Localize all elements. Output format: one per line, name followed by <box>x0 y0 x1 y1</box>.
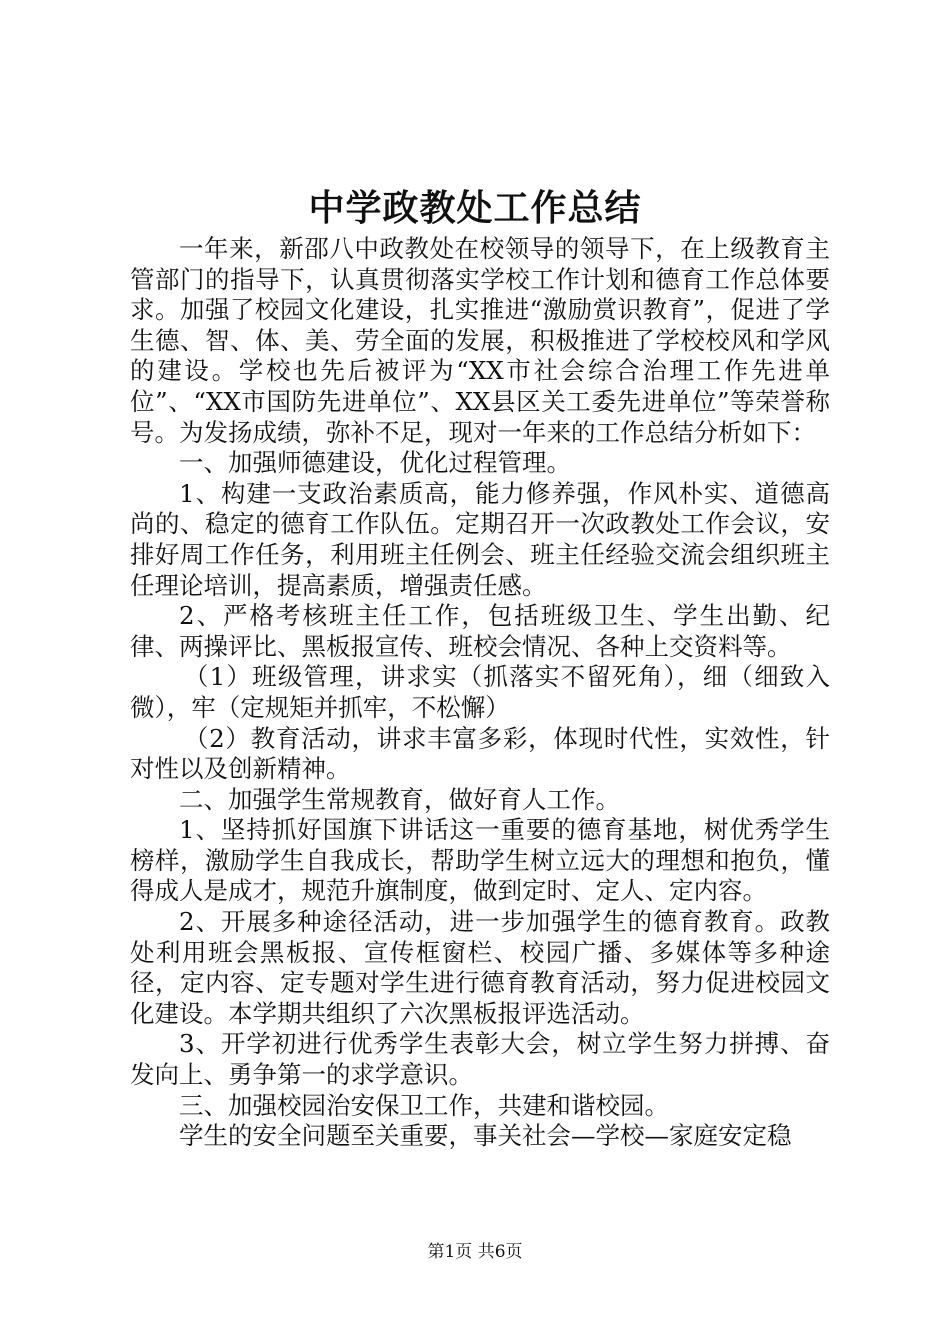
document-body <box>130 234 830 1152</box>
paragraph-2-2: 2、开展多种途径活动，进一步加强学生的德育教育。政教处利用班会黑板报、宣传框窗栏、校园广播、多媒体等多种途径，定内容、定专题对学生进行德育教育活动，努力促进校园文化建设。本学期共组织了六次黑板报评选活动。 <box>130 907 830 1028</box>
section-heading-2: 二、加强学生常规教育，做好育人工作。 <box>179 784 620 814</box>
section-heading-3: 三、加强校园治安保卫工作，共建和谐校园。 <box>179 1090 669 1120</box>
paragraph-3-1: 学生的安全问题至关重要，事关社会—学校—家庭安定稳 <box>179 1121 792 1151</box>
paragraph-1-2-1: （1）班级管理，讲求实（抓落实不留死角），细（细致入微），牢（定规矩并抓牢，不松懈） <box>130 662 830 722</box>
paragraph-1-2-2: （2）教育活动，讲求丰富多彩，体现时代性，实效性，针对性以及创新精神。 <box>130 723 830 784</box>
section-heading-1: 一、加强师德建设，优化过程管理。 <box>179 448 571 478</box>
paragraph-1-1: 1、构建一支政治素质高，能力修养强，作风朴实、道德高尚的、稳定的德育工作队伍。定期召开一次政教处工作会议，安排好周工作任务，利用班主任例会、班主任经验交流会组织班主任理论培训，提高素质，增强责任感。 <box>130 478 830 600</box>
paragraph-2-1: 1、坚持抓好国旗下讲话这一重要的德育基地，树优秀学生榜样，激励学生自我成长，帮助学生树立远大的理想和抱负，懂得成人是成才，规范升旗制度，做到定时、定人、定内容。 <box>130 815 830 906</box>
document-title: 中学政教处工作总结 <box>308 187 642 229</box>
paragraph-2-3: 3、开学初进行优秀学生表彰大会，树立学生努力拼搏、奋发向上、勇争第一的求学意识。 <box>130 1029 830 1090</box>
paragraph-1-2: 2、严格考核班主任工作，包括班级卫生、学生出勤、纪律、两操评比、黑板报宣传、班校会情况、各种上交资料等。 <box>130 601 830 661</box>
page-footer: 第1页 共6页 <box>427 1242 523 1262</box>
paragraph-intro: 一年来，新邵八中政教处在校领导的领导下，在上级教育主管部门的指导下，认真贯彻落实学校工作计划和德育工作总体要求。加强了校园文化建设，扎实推进“激励赏识教育”，促进了学生德、智、体、美、劳全面的发展，积极推进了学校校风和学风的建设。学校也先后被评为“XX市社会综合治理工作先进单位”、“XX市国防先进单位”、XX县区关工委先进单位”等荣誉称号。为发扬成绩，弥补不足，现对一年来的工作总结分析如下： <box>130 234 830 447</box>
